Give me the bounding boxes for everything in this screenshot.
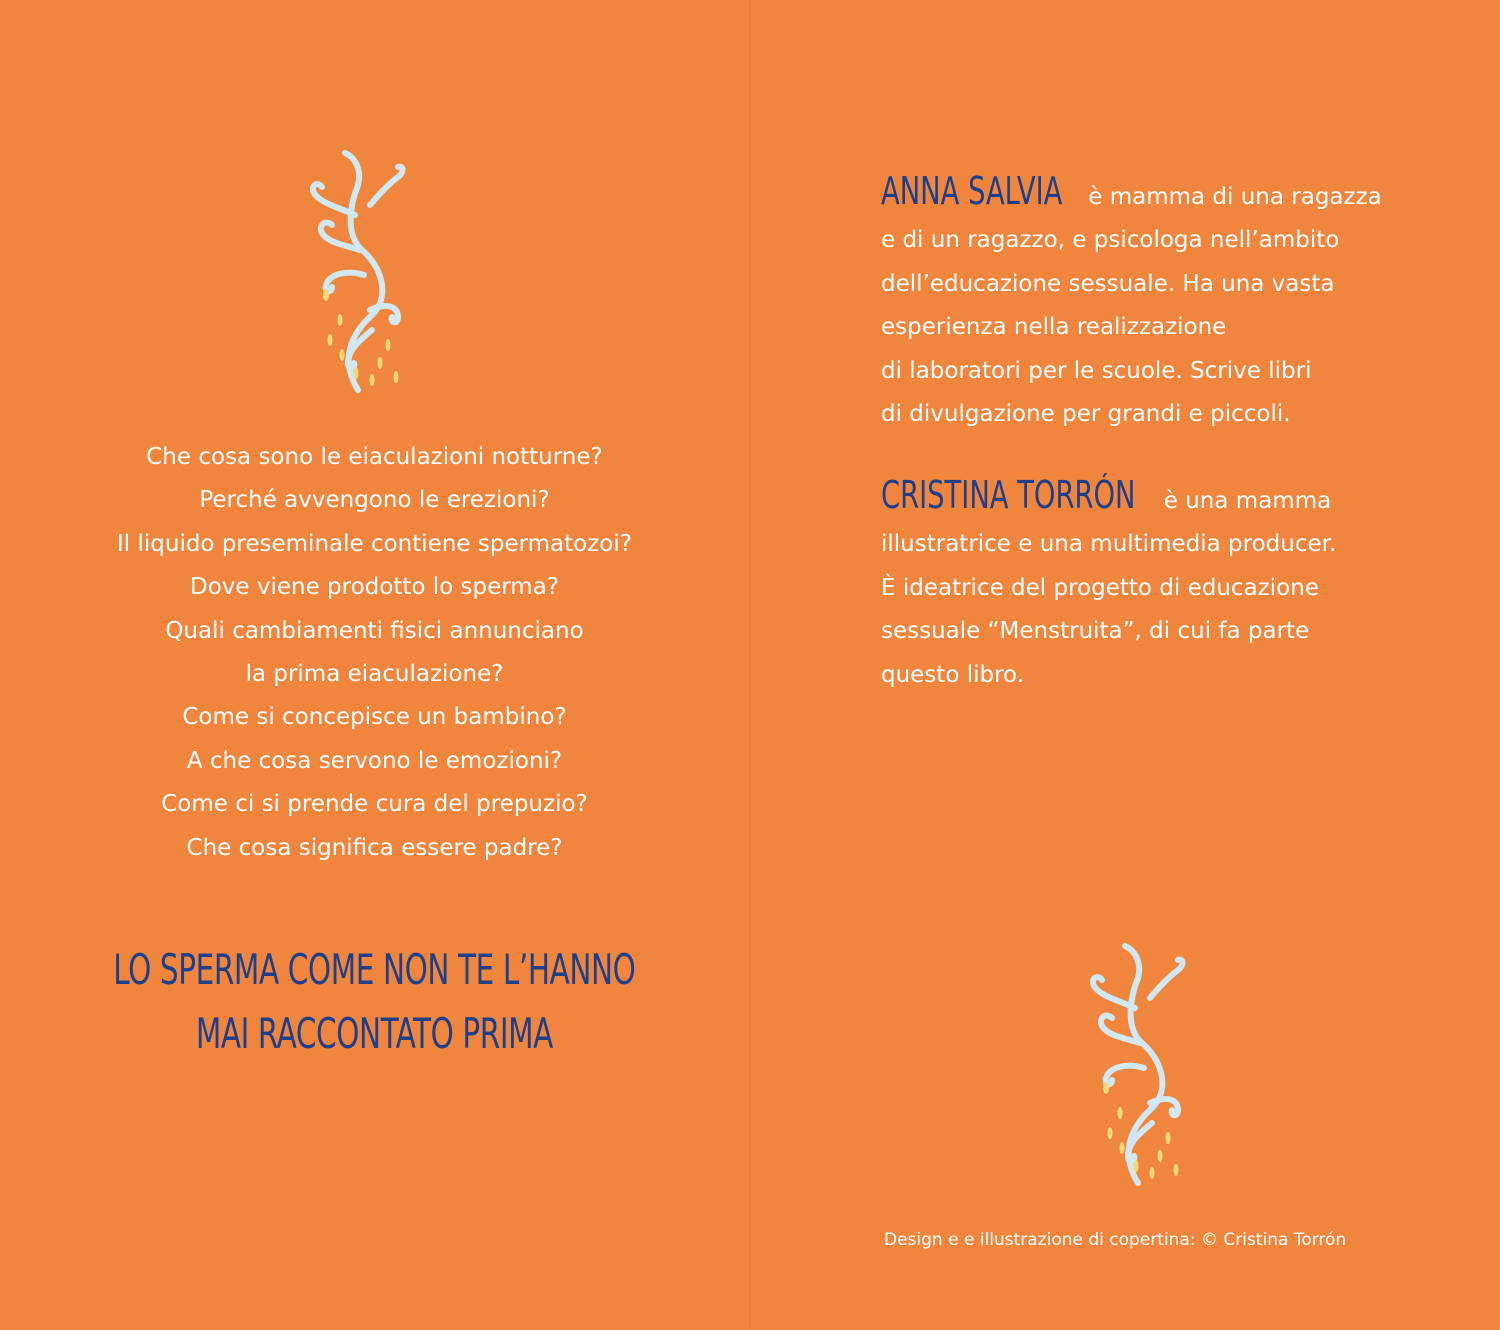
bio-line: e di un ragazzo, e psicologa nell’ambito	[881, 227, 1340, 254]
cover-credit: Design e e illustrazione di copertina: © Cristina Torrón	[884, 1230, 1347, 1250]
question-item: Che cosa significa essere padre?	[186, 834, 563, 861]
author-name: CRISTINA TORRÓN	[881, 473, 1136, 517]
bio-line: sessuale “Menstruita”, di cui fa parte	[881, 618, 1310, 645]
question-item: Perché avvengono le erezioni?	[199, 487, 550, 514]
bio-text: è una mamma	[1156, 488, 1332, 514]
bio-line: dell’educazione sessuale. Ha una vasta	[881, 270, 1335, 297]
question-item: la prima eiaculazione?	[245, 660, 504, 687]
tagline-line: MAI RACCONTATO PRIMA	[195, 1009, 553, 1058]
question-item: A che cosa servono le emozioni?	[186, 747, 563, 774]
author-bio-anna-salvia	[881, 170, 1401, 436]
bio-text: è mamma di una ragazza	[1080, 184, 1382, 210]
question-list	[0, 436, 749, 870]
question-item: Come ci si prende cura del prepuzio?	[161, 791, 588, 818]
bio-line: illustratrice e una multimedia producer.	[881, 531, 1337, 558]
question-item: Come si concepisce un bambino?	[182, 704, 567, 731]
vine-ornament-icon	[300, 145, 410, 395]
bio-line: di divulgazione per grandi e piccoli.	[881, 401, 1291, 428]
question-item: Il liquido preseminale contiene spermatozoi?	[117, 530, 632, 557]
tagline-line: LO SPERMA COME NON TE L’HANNO	[113, 945, 636, 994]
bio-line: esperienza nella realizzazione	[881, 314, 1227, 341]
bio-line: questo libro.	[881, 661, 1025, 688]
question-item: Dove viene prodotto lo sperma?	[189, 574, 560, 601]
author-bio-cristina-torron	[881, 474, 1401, 697]
bio-line: È ideatrice del progetto di educazione	[881, 574, 1319, 601]
tagline	[82, 938, 666, 1066]
bio-first-line	[881, 474, 1401, 523]
bio-line: di laboratori per le scuole. Scrive libri	[881, 357, 1312, 384]
question-item: Che cosa sono le eiaculazioni notturne?	[146, 444, 603, 470]
vine-ornament-icon	[1080, 938, 1190, 1188]
question-item: Quali cambiamenti fisici annunciano	[165, 617, 584, 644]
author-name: ANNA SALVIA	[881, 169, 1063, 213]
bio-first-line	[881, 170, 1401, 219]
